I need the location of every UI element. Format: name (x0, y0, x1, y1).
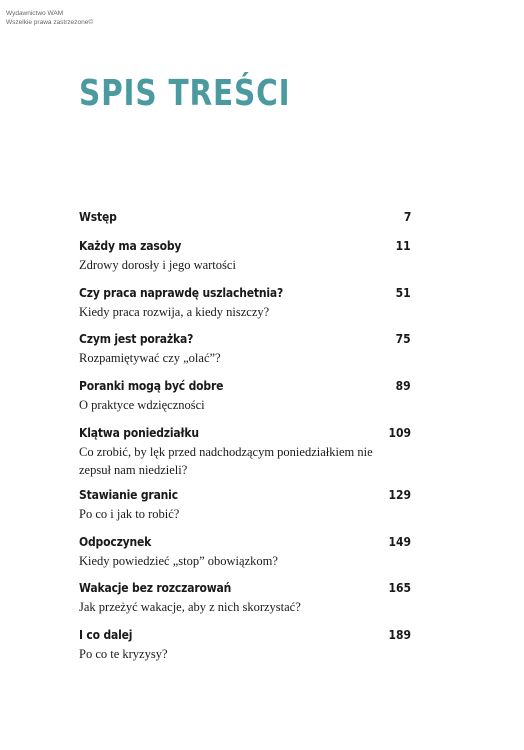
chapter-title[interactable]: Klątwa poniedziałku (79, 426, 199, 440)
toc-entry-zasoby[interactable] (79, 238, 411, 285)
page-number: 11 (395, 239, 411, 253)
page-number: 89 (395, 379, 411, 393)
chapter-title[interactable]: Poranki mogą być dobre (79, 379, 224, 393)
chapter-subtitle: Po co i jak to robić? (79, 507, 180, 521)
chapter-subtitle: Kiedy powiedzieć „stop” obowiązkom? (79, 554, 278, 568)
publisher-name: Wydawnictwo WAM (6, 10, 64, 17)
page-number: 189 (388, 628, 411, 642)
page-number: 149 (388, 535, 411, 549)
chapter-subtitle: Zdrowy dorosły i jego wartości (79, 258, 236, 272)
toc-entry-poranki[interactable] (79, 378, 411, 425)
chapter-title[interactable]: Czy praca naprawdę uszlachetnia? (79, 286, 284, 300)
chapter-title[interactable]: Każdy ma zasoby (79, 239, 182, 253)
page-number: 129 (388, 488, 411, 502)
toc-entry-granice[interactable] (79, 487, 411, 534)
chapter-subtitle: Kiedy praca rozwija, a kiedy niszczy? (79, 305, 270, 319)
copyright-notice: Wszelkie prawa zastrzeżone© (6, 19, 94, 26)
toc-entry-praca[interactable] (79, 285, 411, 331)
chapter-subtitle: Po co te kryzysy? (79, 647, 168, 661)
chapter-title[interactable]: Stawianie granic (79, 488, 178, 502)
chapter-subtitle: Rozpamiętywać czy „olać”? (79, 351, 221, 365)
chapter-title[interactable]: Czym jest porażka? (79, 332, 194, 346)
chapter-title[interactable]: Wakacje bez rozczarowań (79, 581, 232, 595)
toc-entry-poniedzialek[interactable] (79, 425, 411, 487)
chapter-subtitle: Jak przeżyć wakacje, aby z nich skorzystać? (79, 600, 301, 614)
chapter-subtitle: Co zrobić, by lęk przed nadchodzącym poniedziałkiem nie zepsuł nam niedzieli? (79, 445, 373, 477)
toc-entry-wstep[interactable] (79, 209, 411, 238)
toc-entry-co-dalej[interactable] (79, 627, 411, 667)
page-number: 75 (395, 332, 411, 346)
table-of-contents (79, 209, 411, 667)
chapter-title[interactable]: Odpoczynek (79, 535, 152, 549)
chapter-title[interactable]: I co dalej (79, 628, 133, 642)
page-number: 165 (388, 581, 411, 595)
toc-entry-odpoczynek[interactable] (79, 534, 411, 580)
toc-entry-wakacje[interactable] (79, 580, 411, 627)
chapter-subtitle: O praktyce wdzięczności (79, 398, 205, 412)
toc-entry-porazka[interactable] (79, 331, 411, 378)
chapter-title[interactable]: Wstęp (79, 210, 117, 224)
page-title: SPIS TREŚCI (79, 73, 291, 114)
page-number: 51 (395, 286, 411, 300)
page-number: 109 (388, 426, 411, 440)
publisher-notice (6, 9, 93, 27)
page-number: 7 (403, 210, 411, 224)
